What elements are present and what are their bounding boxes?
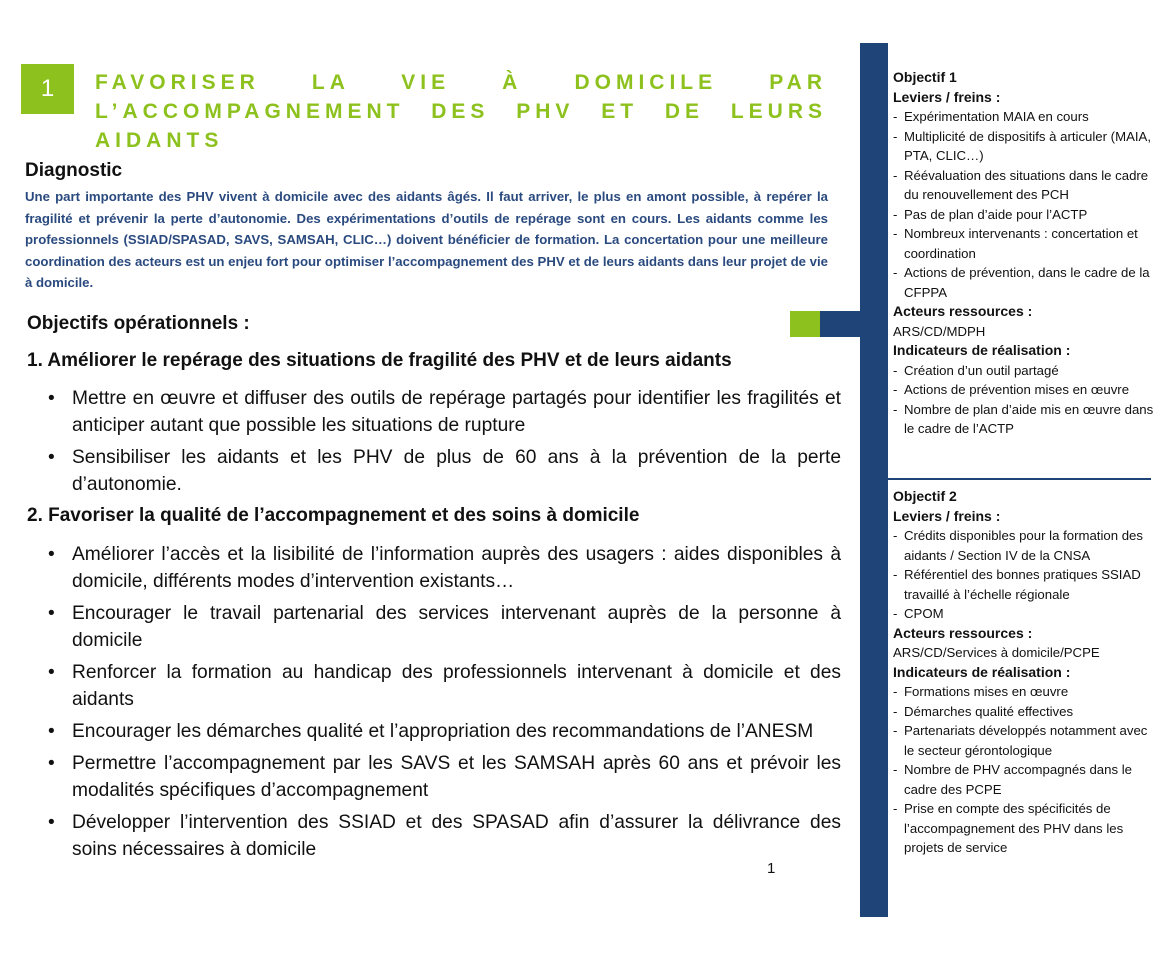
list-item: - Multiplicité de dispositifs à articuler (MAIA, PTA, CLIC…) [893,127,1155,166]
sidebar-objective-2 [893,487,1155,858]
list-item: • Permettre l’accompagnement par les SAVS et les SAMSAH après 60 ans et prévoir les modalités spécifiques d’accompagnement [48,750,841,804]
list-item: - Nombre de PHV accompagnés dans le cadre des PCPE [893,760,1155,799]
actors-value: ARS/CD/Services à domicile/PCPE [893,645,1100,660]
indicators-heading: Indicateurs de réalisation : [893,342,1071,358]
list-item: - Actions de prévention, dans le cadre de la CFPPA [893,263,1155,302]
green-marker [790,311,820,337]
list-item: • Renforcer la formation au handicap des professionnels intervenant à domicile et des aidants [48,659,841,713]
goal-2-heading: 2. Favoriser la qualité de l’accompagnement et des soins à domicile [27,505,640,526]
navy-connector [820,311,861,337]
title-line-3: AIDANTS [95,129,224,152]
objective-2-title: Objectif 2 [893,488,957,504]
list-item: • Mettre en œuvre et diffuser des outils de repérage partagés pour identifier les fragilités et anticiper autant que possible les situations de rupture [48,385,841,439]
goal-1-heading: 1. Améliorer le repérage des situations de fragilité des PHV et de leurs aidants [27,350,732,371]
sidebar-objective-1 [893,68,1155,439]
list-item: - Réévaluation des situations dans le cadre du renouvellement des PCH [893,166,1155,205]
section-number-badge: 1 [21,64,74,114]
list-item: - Démarches qualité effectives [893,702,1155,722]
list-item: • Sensibiliser les aidants et les PHV de plus de 60 ans à la prévention de la perte d’autonomie. [48,444,841,498]
list-item: - Référentiel des bonnes pratiques SSIAD travaillé à l’échelle régionale [893,565,1155,604]
section-title [95,68,827,155]
goal-2-list [48,541,841,868]
levers-heading: Leviers / freins : [893,507,1001,524]
list-item: - Nombre de plan d’aide mis en œuvre dans le cadre de l’ACTP [893,400,1155,439]
list-item: - Nombreux intervenants : concertation et coordination [893,224,1155,263]
list-item: - Actions de prévention mises en œuvre [893,380,1155,400]
levers-list [893,526,1155,624]
indicators-list [893,361,1155,439]
list-item: - Prise en compte des spécificités de l’accompagnement des PHV dans les projets de service [893,799,1155,858]
actors-heading: Acteurs ressources : [893,624,1033,641]
list-item: • Encourager le travail partenarial des services intervenant auprès de la personne à domicile [48,600,841,654]
indicators-heading: Indicateurs de réalisation : [893,663,1071,680]
list-item: - Formations mises en œuvre [893,682,1155,702]
objectives-heading: Objectifs opérationnels : [27,313,250,334]
diagnostic-text: Une part importante des PHV vivent à domicile avec des aidants âgés. Il faut arriver, le plus en amont possible, à repérer la fragilité et prévenir la perte d’autonomie. Des expérimentations d’outils de repérage sont en cours. Les aidants comme les professionnels (SSIAD/SPASAD, SAVS, SAMSAH, CLIC…) doivent bénéficier de formation. La concertation pour une meilleure coordination des acteurs est un enjeu fort pour optimiser l’accompagnement des PHV et de leurs aidants dans leur projet de vie à domicile. [25,189,828,290]
list-item: - Expérimentation MAIA en cours [893,107,1155,127]
actors-value: ARS/CD/MDPH [893,323,986,339]
indicators-list [893,682,1155,858]
list-item: - Pas de plan d’aide pour l’ACTP [893,205,1155,225]
sidebar-bar [860,43,888,917]
list-item: - Crédits disponibles pour la formation des aidants / Section IV de la CNSA [893,526,1155,565]
diagnostic-heading: Diagnostic [25,160,123,181]
sidebar-divider [888,478,1151,480]
list-item: • Développer l’intervention des SSIAD et des SPASAD afin d’assurer la délivrance des soins nécessaires à domicile [48,809,841,863]
list-item: • Encourager les démarches qualité et l’appropriation des recommandations de l’ANESM [48,718,841,745]
list-item: - CPOM [893,604,1155,624]
list-item: - Création d’un outil partagé [893,361,1155,381]
title-line-1: FAVORISER LA VIE À DOMICILE PAR [95,71,827,94]
goal-1-list [48,385,841,503]
objective-1-title: Objectif 1 [893,69,957,85]
title-line-2: L’ACCOMPAGNEMENT DES PHV ET DE LEURS [95,100,827,123]
levers-heading: Leviers / freins : [893,88,1001,105]
levers-list [893,107,1155,302]
list-item: - Partenariats développés notamment avec le secteur gérontologique [893,721,1155,760]
page-number: 1 [767,860,776,877]
actors-heading: Acteurs ressources : [893,303,1033,319]
list-item: • Améliorer l’accès et la lisibilité de l’information auprès des usagers : aides disponibles à domicile, différents modes d’intervention existants… [48,541,841,595]
